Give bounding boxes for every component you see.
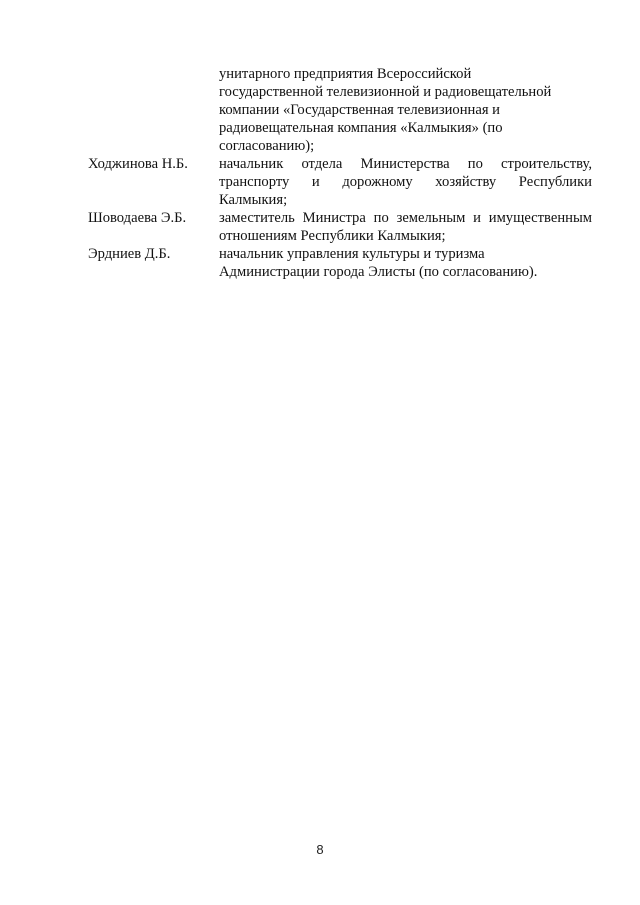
member-name: Ходжинова Н.Б. xyxy=(88,156,188,172)
list-item xyxy=(88,209,592,245)
member-position xyxy=(219,155,592,209)
member-position xyxy=(219,65,592,155)
member-name: Эрдниев Д.Б. xyxy=(88,246,171,262)
position-line: заместитель Министра по земельным и имущественным xyxy=(219,210,592,226)
commission-member-list xyxy=(88,65,592,281)
position-line: отношениям Республики Калмыкия; xyxy=(219,228,446,244)
position-line: начальник отдела Министерства по строительству, xyxy=(219,156,592,172)
list-item xyxy=(88,155,592,209)
page-number: 8 xyxy=(316,842,324,857)
member-position xyxy=(219,245,592,281)
position-line: начальник управления культуры и туризма xyxy=(219,246,485,262)
position-line: государственной телевизионной и радиовещательной xyxy=(219,84,552,100)
position-line: радиовещательная компания «Калмыкия» (по xyxy=(219,120,503,136)
position-line: Калмыкия; xyxy=(219,192,288,208)
member-position xyxy=(219,209,592,245)
member-name: Шоводаева Э.Б. xyxy=(88,210,187,226)
list-item xyxy=(88,245,592,281)
list-item xyxy=(88,65,592,155)
position-line: компании «Государственная телевизионная и xyxy=(219,102,500,118)
position-line: Администрации города Элисты (по согласованию). xyxy=(219,264,538,280)
position-line: согласованию); xyxy=(219,138,315,154)
position-line: унитарного предприятия Всероссийской xyxy=(219,66,472,82)
position-line: транспорту и дорожному хозяйству Республики xyxy=(219,174,592,190)
